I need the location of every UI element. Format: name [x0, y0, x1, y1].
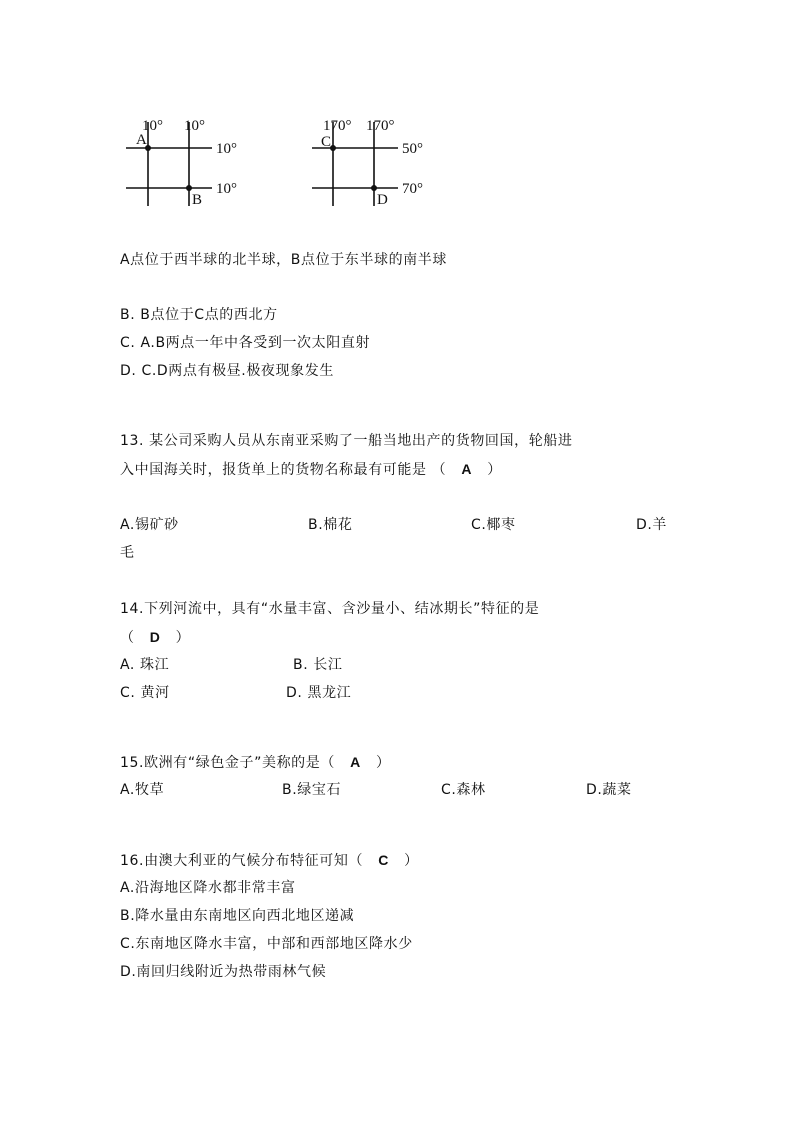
left-grid	[126, 118, 237, 208]
q14-close: ）	[175, 630, 191, 646]
q14-option-c: C. 黄河	[120, 685, 170, 701]
q16-stem-line	[120, 850, 419, 871]
q14-option-b: B. 长江	[293, 657, 343, 673]
left-lon-label-1: 10°	[142, 118, 163, 134]
q13-close: ）	[487, 462, 502, 478]
q16-close: ）	[404, 853, 419, 869]
q15-option-d: D.蔬菜	[586, 782, 632, 798]
q13-stem-line1: 13. 某公司采购人员从东南亚采购了一船当地出产的货物回国，轮船进	[120, 433, 573, 449]
q13-stem-text: 入中国海关时，报货单上的货物名称最有可能是 （	[120, 462, 447, 478]
q15-stem-line	[120, 752, 391, 773]
q13-option-a: A.锡矿砂	[120, 517, 179, 533]
q16-option-c: C.东南地区降水丰富，中部和西部地区降水少	[120, 936, 413, 952]
q13-option-d: D.羊	[636, 517, 668, 533]
q14-option-a: A. 珠江	[120, 657, 170, 673]
right-lon-label-2: 170°	[366, 118, 395, 134]
right-lon-label-1: 170°	[323, 118, 352, 134]
q13-option-b: B.棉花	[308, 517, 353, 533]
q15-option-a: A.牧草	[120, 782, 165, 798]
latlon-grids	[120, 108, 440, 218]
q12-option-c: C. A.B两点一年中各受到一次太阳直射	[120, 335, 371, 351]
q13-answer: A	[461, 461, 473, 477]
right-lat-label-1: 50°	[402, 141, 423, 157]
point-d	[371, 185, 377, 191]
q12-option-a: A点位于西半球的北半球，B点位于东半球的南半球	[120, 252, 447, 268]
point-c-label: C	[321, 134, 332, 150]
q14-stem: 14.下列河流中，具有“水量丰富、含沙量小、结冰期长”特征的是	[120, 601, 540, 617]
point-b-label: B	[192, 192, 203, 208]
q14-open: （	[120, 630, 135, 646]
q16-answer: C	[378, 852, 389, 868]
q13-option-d-wrap: 毛	[120, 545, 135, 561]
q14-option-d: D. 黑龙江	[286, 685, 352, 701]
q12-option-b: B. B点位于C点的西北方	[120, 307, 278, 323]
q14-answer-line	[120, 627, 190, 648]
q16-option-b: B.降水量由东南地区向西北地区递减	[120, 908, 355, 924]
point-a-label: A	[136, 132, 147, 148]
q15-stem: 15.欧洲有“绿色金子”美称的是（	[120, 755, 335, 771]
left-lat-label-1: 10°	[216, 141, 237, 157]
latlon-figure	[120, 108, 440, 222]
q16-option-a: A.沿海地区降水都非常丰富	[120, 880, 296, 896]
point-b	[186, 185, 192, 191]
q14-answer: D	[149, 629, 161, 645]
q15-close: ）	[376, 755, 391, 771]
q15-option-b: B.绿宝石	[282, 782, 342, 798]
q12-option-d: D. C.D两点有极昼.极夜现象发生	[120, 363, 334, 379]
q13-stem-line2	[120, 459, 502, 480]
q16-option-d: D.南回归线附近为热带雨林气候	[120, 964, 327, 980]
q15-answer: A	[350, 754, 361, 770]
right-grid	[312, 118, 423, 208]
left-lon-label-2: 10°	[184, 118, 205, 134]
point-d-label: D	[377, 192, 388, 208]
q16-stem: 16.由澳大利亚的气候分布特征可知（	[120, 853, 364, 869]
right-lat-label-2: 70°	[402, 181, 423, 197]
q15-option-c: C.森林	[441, 782, 486, 798]
left-lat-label-2: 10°	[216, 181, 237, 197]
q13-option-c: C.椰枣	[471, 517, 516, 533]
